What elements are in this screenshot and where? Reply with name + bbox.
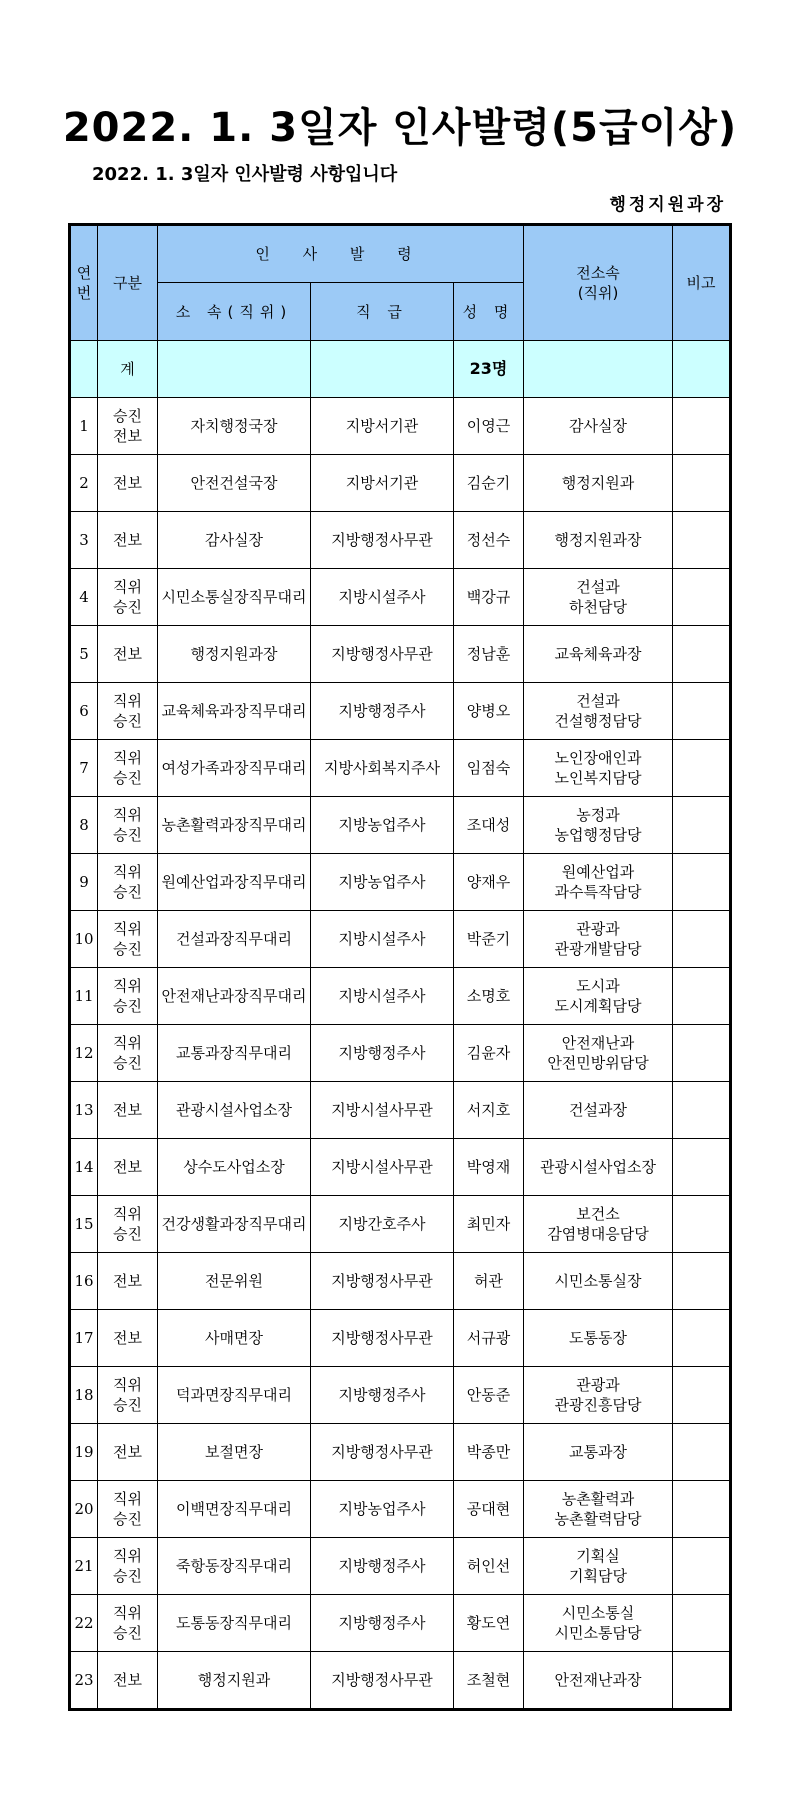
header-appointment: 인 사 발 령 [158,225,524,283]
row-previous: 교육체육과장 [524,626,673,683]
header-type: 구분 [98,225,158,341]
row-grade: 지방농업주사 [311,1481,454,1538]
row-type: 직위 승진 [98,1367,158,1424]
row-note [673,1082,731,1139]
row-previous: 시민소통실장 [524,1253,673,1310]
row-previous: 건설과 건설행정담당 [524,683,673,740]
row-number: 15 [70,1196,98,1253]
row-previous: 교통과장 [524,1424,673,1481]
row-note [673,1595,731,1652]
row-previous: 건설과 하천담당 [524,569,673,626]
row-type: 직위 승진 [98,854,158,911]
row-note [673,797,731,854]
appointment-table [68,223,732,1711]
row-name: 소명호 [454,968,524,1025]
table-row [70,398,731,455]
row-type: 직위 승진 [98,569,158,626]
row-note [673,1481,731,1538]
row-affiliation: 시민소통실장직무대리 [158,569,311,626]
row-name: 박영재 [454,1139,524,1196]
row-affiliation: 원예산업과장직무대리 [158,854,311,911]
row-number: 10 [70,911,98,968]
row-number: 16 [70,1253,98,1310]
row-grade: 지방행정사무관 [311,626,454,683]
header-affiliation: 소 속(직위) [158,283,311,341]
row-previous: 안전재난과장 [524,1652,673,1710]
row-note [673,740,731,797]
row-note [673,968,731,1025]
row-affiliation: 보절면장 [158,1424,311,1481]
row-name: 안동준 [454,1367,524,1424]
row-number: 22 [70,1595,98,1652]
row-number: 12 [70,1025,98,1082]
row-name: 이영근 [454,398,524,455]
row-note [673,1025,731,1082]
row-name: 정선수 [454,512,524,569]
row-number: 11 [70,968,98,1025]
table-row [70,1481,731,1538]
row-previous: 행정지원과 [524,455,673,512]
row-type: 직위 승진 [98,1196,158,1253]
row-grade: 지방서기관 [311,455,454,512]
total-note-cell [673,341,731,398]
row-affiliation: 농촌활력과장직무대리 [158,797,311,854]
total-count: 23명 [454,341,524,398]
row-grade: 지방행정사무관 [311,1310,454,1367]
row-affiliation: 전문위원 [158,1253,311,1310]
row-grade: 지방행정사무관 [311,1424,454,1481]
header-name: 성 명 [454,283,524,341]
table-row [70,854,731,911]
total-affiliation-cell [158,341,311,398]
row-previous: 관광과 관광개발담당 [524,911,673,968]
row-type: 전보 [98,1424,158,1481]
row-type: 전보 [98,1310,158,1367]
row-grade: 지방시설주사 [311,968,454,1025]
row-name: 허관 [454,1253,524,1310]
row-note [673,398,731,455]
row-number: 18 [70,1367,98,1424]
table-row [70,968,731,1025]
row-affiliation: 자치행정국장 [158,398,311,455]
row-name: 조철현 [454,1652,524,1710]
row-type: 전보 [98,512,158,569]
row-note [673,1367,731,1424]
row-affiliation: 감사실장 [158,512,311,569]
row-note [673,569,731,626]
row-affiliation: 죽항동장직무대리 [158,1538,311,1595]
header-grade: 직 급 [311,283,454,341]
row-number: 17 [70,1310,98,1367]
row-affiliation: 건강생활과장직무대리 [158,1196,311,1253]
row-previous: 안전재난과 안전민방위담당 [524,1025,673,1082]
row-name: 정남훈 [454,626,524,683]
row-number: 4 [70,569,98,626]
row-previous: 농정과 농업행정담당 [524,797,673,854]
total-row [70,341,731,398]
table-row [70,1253,731,1310]
row-type: 직위 승진 [98,740,158,797]
table-row [70,1082,731,1139]
row-name: 황도연 [454,1595,524,1652]
row-type: 직위 승진 [98,683,158,740]
row-note [673,1652,731,1710]
header-no: 연번 [70,225,98,341]
total-previous-cell [524,341,673,398]
row-affiliation: 안전건설국장 [158,455,311,512]
row-number: 20 [70,1481,98,1538]
row-affiliation: 여성가족과장직무대리 [158,740,311,797]
row-type: 전보 [98,1253,158,1310]
row-note [673,683,731,740]
table-row [70,569,731,626]
row-type: 직위 승진 [98,911,158,968]
row-note [673,1538,731,1595]
row-name: 조대성 [454,797,524,854]
table-row [70,1196,731,1253]
row-grade: 지방행정사무관 [311,512,454,569]
table-row [70,797,731,854]
row-grade: 지방행정주사 [311,1025,454,1082]
row-grade: 지방시설주사 [311,569,454,626]
row-number: 5 [70,626,98,683]
total-label: 계 [98,341,158,398]
row-grade: 지방시설사무관 [311,1082,454,1139]
row-name: 김윤자 [454,1025,524,1082]
row-affiliation: 상수도사업소장 [158,1139,311,1196]
row-type: 직위 승진 [98,1481,158,1538]
row-previous: 도통동장 [524,1310,673,1367]
row-previous: 관광과 관광진흥담당 [524,1367,673,1424]
row-name: 박종만 [454,1424,524,1481]
row-previous: 시민소통실 시민소통담당 [524,1595,673,1652]
row-number: 2 [70,455,98,512]
row-name: 허인선 [454,1538,524,1595]
row-name: 서지호 [454,1082,524,1139]
row-type: 직위 승진 [98,797,158,854]
row-name: 공대현 [454,1481,524,1538]
row-number: 23 [70,1652,98,1710]
row-grade: 지방농업주사 [311,854,454,911]
row-grade: 지방서기관 [311,398,454,455]
row-affiliation: 교통과장직무대리 [158,1025,311,1082]
row-number: 1 [70,398,98,455]
row-affiliation: 안전재난과장직무대리 [158,968,311,1025]
row-type: 전보 [98,1082,158,1139]
row-name: 김순기 [454,455,524,512]
row-number: 14 [70,1139,98,1196]
total-no-cell [70,341,98,398]
row-previous: 관광시설사업소장 [524,1139,673,1196]
row-note [673,512,731,569]
row-type: 직위 승진 [98,968,158,1025]
row-affiliation: 행정지원과 [158,1652,311,1710]
table-row [70,626,731,683]
row-type: 전보 [98,626,158,683]
row-name: 백강규 [454,569,524,626]
row-note [673,911,731,968]
row-note [673,1196,731,1253]
row-number: 7 [70,740,98,797]
table-row [70,740,731,797]
row-name: 양재우 [454,854,524,911]
row-affiliation: 건설과장직무대리 [158,911,311,968]
row-number: 8 [70,797,98,854]
row-number: 19 [70,1424,98,1481]
row-grade: 지방시설주사 [311,911,454,968]
row-note [673,854,731,911]
row-affiliation: 덕과면장직무대리 [158,1367,311,1424]
table-row [70,1139,731,1196]
total-grade-cell [311,341,454,398]
table-row [70,1310,731,1367]
row-affiliation: 도통동장직무대리 [158,1595,311,1652]
row-note [673,1424,731,1481]
row-previous: 원예산업과 과수특작담당 [524,854,673,911]
row-previous: 감사실장 [524,398,673,455]
row-type: 직위 승진 [98,1538,158,1595]
table-row [70,512,731,569]
header-previous [524,225,673,341]
issuing-department: 행정지원과장 [609,195,726,215]
row-type: 직위 승진 [98,1595,158,1652]
table-body [70,341,731,1710]
row-note [673,626,731,683]
row-type: 전보 [98,1139,158,1196]
table-row [70,455,731,512]
row-note [673,1139,731,1196]
row-note [673,1253,731,1310]
row-type: 전보 [98,455,158,512]
row-number: 3 [70,512,98,569]
row-previous: 행정지원과장 [524,512,673,569]
row-number: 6 [70,683,98,740]
row-grade: 지방간호주사 [311,1196,454,1253]
header-note: 비고 [673,225,731,341]
row-name: 양병오 [454,683,524,740]
table-row [70,1538,731,1595]
row-grade: 지방행정사무관 [311,1652,454,1710]
table-row [70,1424,731,1481]
row-name: 서규광 [454,1310,524,1367]
row-name: 박준기 [454,911,524,968]
row-grade: 지방행정주사 [311,683,454,740]
table-row [70,1652,731,1710]
table-row [70,1595,731,1652]
row-type: 전보 [98,1652,158,1710]
row-number: 21 [70,1538,98,1595]
row-type: 승진 전보 [98,398,158,455]
row-number: 9 [70,854,98,911]
row-grade: 지방시설사무관 [311,1139,454,1196]
row-previous: 보건소 감염병대응담당 [524,1196,673,1253]
row-type: 직위 승진 [98,1025,158,1082]
row-previous: 건설과장 [524,1082,673,1139]
row-grade: 지방행정주사 [311,1367,454,1424]
row-name: 최민자 [454,1196,524,1253]
row-previous: 기획실 기획담당 [524,1538,673,1595]
row-grade: 지방행정주사 [311,1538,454,1595]
row-affiliation: 사매면장 [158,1310,311,1367]
row-name: 임점숙 [454,740,524,797]
row-note [673,455,731,512]
page-title: 2022. 1. 3일자 인사발령(5급이상) [62,105,738,151]
header-previous-label: 전소속 (직위) [576,264,620,302]
table-row [70,683,731,740]
row-number: 13 [70,1082,98,1139]
row-grade: 지방행정주사 [311,1595,454,1652]
row-affiliation: 교육체육과장직무대리 [158,683,311,740]
row-previous: 도시과 도시계획담당 [524,968,673,1025]
row-affiliation: 관광시설사업소장 [158,1082,311,1139]
row-affiliation: 이백면장직무대리 [158,1481,311,1538]
row-grade: 지방사회복지주사 [311,740,454,797]
table-row [70,1367,731,1424]
table-row [70,1025,731,1082]
row-affiliation: 행정지원과장 [158,626,311,683]
row-grade: 지방농업주사 [311,797,454,854]
table-row [70,911,731,968]
row-previous: 농촌활력과 농촌활력담당 [524,1481,673,1538]
row-previous: 노인장애인과 노인복지담당 [524,740,673,797]
row-grade: 지방행정사무관 [311,1253,454,1310]
row-note [673,1310,731,1367]
page-subtitle: 2022. 1. 3일자 인사발령 사항입니다 [92,164,398,185]
